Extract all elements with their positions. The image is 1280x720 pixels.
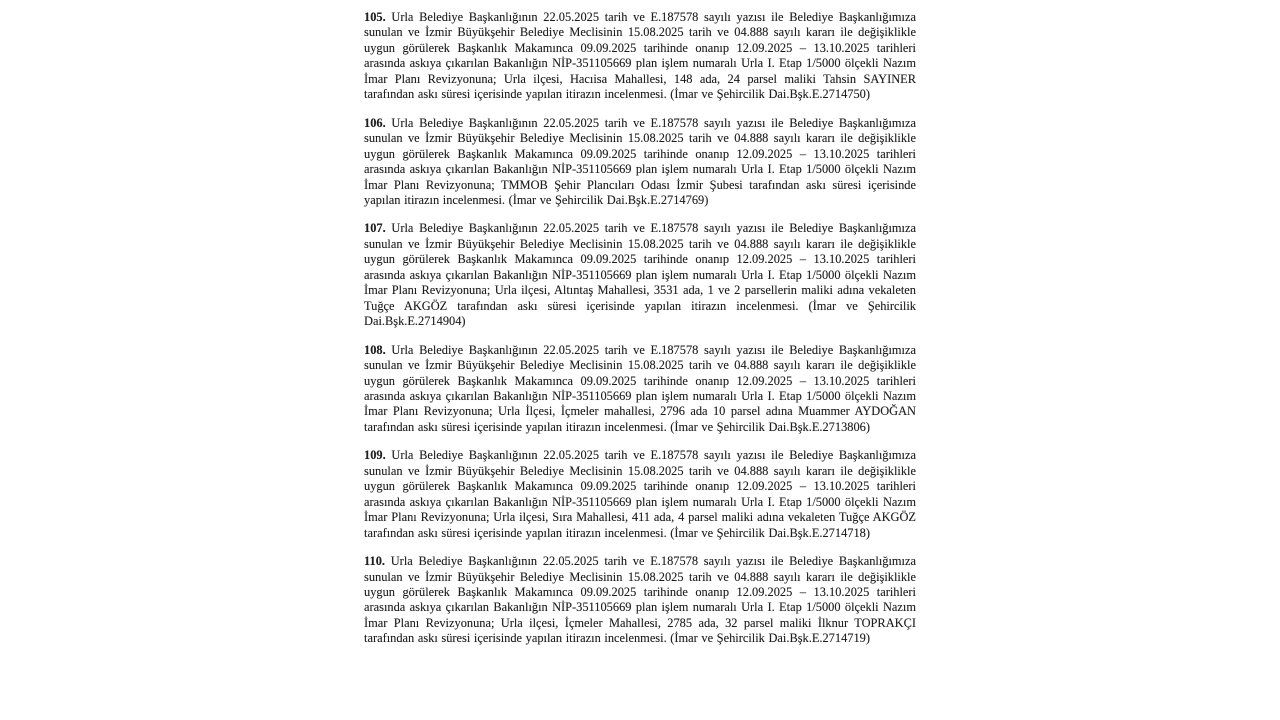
agenda-item-108	[364, 343, 916, 436]
agenda-item-number: 106.	[364, 115, 386, 130]
agenda-item-110	[364, 554, 916, 647]
agenda-item-106	[364, 116, 916, 209]
agenda-item-109	[364, 448, 916, 541]
agenda-item-number: 105.	[364, 10, 386, 24]
agenda-item-body: Urla Belediye Başkanlığının 22.05.2025 tarih ve E.187578 sayılı yazısı ile Belediye Başkanlığımıza sunulan ve İzmir Büyükşehir Belediye Meclisinin 15.08.2025 tarih ve 04.888 sayılı kararı ile değişiklikle uygun görülerek Başkanlık Makamınca 09.09.2025 tarihinde onanıp 12.09.2025 – 13.10.2025 tarihleri arasında askıya çıkarılan Bakanlığın NİP-351105669 plan işlem numaralı Urla I. Etap 1/5000 ölçekli Nazım İmar Planı Revizyonuna; TMMOB Şehir Plancıları Odası İzmir Şubesi tarafından askı süresi içerisinde yapılan itirazın incelenmesi. (İmar ve Şehircilik Dai.Bşk.E.2714769)	[364, 115, 916, 207]
agenda-item-107	[364, 221, 916, 329]
agenda-item-body: Urla Belediye Başkanlığının 22.05.2025 tarih ve E.187578 sayılı yazısı ile Belediye Başkanlığımıza sunulan ve İzmir Büyükşehir Belediye Meclisinin 15.08.2025 tarih ve 04.888 sayılı kararı ile değişiklikle uygun görülerek Başkanlık Makamınca 09.09.2025 tarihinde onanıp 12.09.2025 – 13.10.2025 tarihleri arasında askıya çıkarılan Bakanlığın NİP-351105669 plan işlem numaralı Urla I. Etap 1/5000 ölçekli Nazım İmar Planı Revizyonuna; Urla ilçesi, Hacıisa Mahallesi, 148 ada, 24 parsel maliki Tahsin SAYINER tarafından askı süresi içerisinde yapılan itirazın incelenmesi. (İmar ve Şehircilik Dai.Bşk.E.2714750)	[364, 10, 916, 102]
agenda-item-body: Urla Belediye Başkanlığının 22.05.2025 tarih ve E.187578 sayılı yazısı ile Belediye Başkanlığımıza sunulan ve İzmir Büyükşehir Belediye Meclisinin 15.08.2025 tarih ve 04.888 sayılı kararı ile değişiklikle uygun görülerek Başkanlık Makamınca 09.09.2025 tarihinde onanıp 12.09.2025 – 13.10.2025 tarihleri arasında askıya çıkarılan Bakanlığın NİP-351105669 plan işlem numaralı Urla I. Etap 1/5000 ölçekli Nazım İmar Planı Revizyonuna; Urla İlçesi, İçmeler mahallesi, 2796 ada 10 parsel adına Muammer AYDOĞAN tarafından askı süresi içerisinde yapılan itirazın incelenmesi. (İmar ve Şehircilik Dai.Bşk.E.2713806)	[364, 342, 916, 434]
agenda-item-number: 108.	[364, 342, 386, 357]
agenda-item-number: 107.	[364, 221, 386, 236]
agenda-item-body: Urla Belediye Başkanlığının 22.05.2025 tarih ve E.187578 sayılı yazısı ile Belediye Başkanlığımıza sunulan ve İzmir Büyükşehir Belediye Meclisinin 15.08.2025 tarih ve 04.888 sayılı kararı ile değişiklikle uygun görülerek Başkanlık Makamınca 09.09.2025 tarihinde onanıp 12.09.2025 – 13.10.2025 tarihleri arasında askıya çıkarılan Bakanlığın NİP-351105669 plan işlem numaralı Urla I. Etap 1/5000 ölçekli Nazım İmar Planı Revizyonuna; Urla ilçesi, Sıra Mahallesi, 411 ada, 4 parsel maliki adına vekaleten Tuğçe AKGÖZ tarafından askı süresi içerisinde yapılan itirazın incelenmesi. (İmar ve Şehircilik Dai.Bşk.E.2714718)	[364, 448, 916, 540]
agenda-item-number: 110.	[364, 554, 385, 569]
document-text-column	[364, 10, 916, 660]
agenda-item-body: Urla Belediye Başkanlığının 22.05.2025 tarih ve E.187578 sayılı yazısı ile Belediye Başkanlığımıza sunulan ve İzmir Büyükşehir Belediye Meclisinin 15.08.2025 tarih ve 04.888 sayılı kararı ile değişiklikle uygun görülerek Başkanlık Makamınca 09.09.2025 tarihinde onanıp 12.09.2025 – 13.10.2025 tarihleri arasında askıya çıkarılan Bakanlığın NİP-351105669 plan işlem numaralı Urla I. Etap 1/5000 ölçekli Nazım İmar Planı Revizyonuna; Urla ilçesi, İçmeler Mahallesi, 2785 ada, 32 parsel maliki İlknur TOPRAKÇI tarafından askı süresi içerisinde yapılan itirazın incelenmesi. (İmar ve Şehircilik Dai.Bşk.E.2714719)	[364, 554, 916, 646]
agenda-item-number: 109.	[364, 448, 386, 463]
agenda-item-105	[364, 10, 916, 103]
agenda-item-body: Urla Belediye Başkanlığının 22.05.2025 tarih ve E.187578 sayılı yazısı ile Belediye Başkanlığımıza sunulan ve İzmir Büyükşehir Belediye Meclisinin 15.08.2025 tarih ve 04.888 sayılı kararı ile değişiklikle uygun görülerek Başkanlık Makamınca 09.09.2025 tarihinde onanıp 12.09.2025 – 13.10.2025 tarihleri arasında askıya çıkarılan Bakanlığın NİP-351105669 plan işlem numaralı Urla I. Etap 1/5000 ölçekli Nazım İmar Planı Revizyonuna; Urla ilçesi, Altıntaş Mahallesi, 3531 ada, 1 ve 2 parsellerin maliki adına vekaleten Tuğçe AKGÖZ tarafından askı süresi içerisinde yapılan itirazın incelenmesi. (İmar ve Şehircilik Dai.Bşk.E.2714904)	[364, 221, 916, 329]
